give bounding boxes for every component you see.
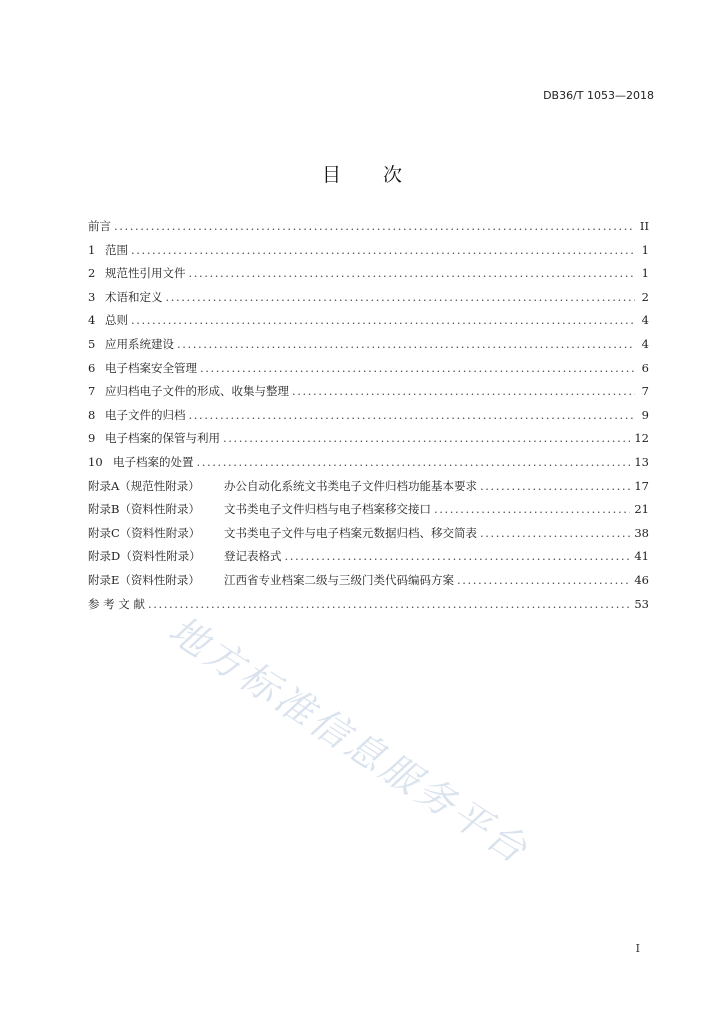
- toc-entry-label: 电子文件的归档: [105, 407, 186, 422]
- toc-annex-prefix: 附录C（资料性附录）: [88, 525, 201, 540]
- toc-entry-number: 6: [88, 360, 96, 375]
- toc-entry-10[interactable]: [88, 454, 649, 478]
- toc-leader-dots: [480, 526, 630, 540]
- toc-entry-label: 电子档案安全管理: [105, 360, 197, 375]
- standard-number: DB36/T 1053—2018: [543, 89, 654, 102]
- toc-entry-label: 电子档案的保管与利用: [105, 431, 220, 446]
- toc-entry-number: 3: [88, 289, 96, 304]
- toc-entry-annex-d[interactable]: [88, 548, 649, 572]
- toc-annex-prefix: 附录D（资料性附录）: [88, 549, 201, 564]
- toc-entry-label: 规范性引用文件: [105, 266, 186, 281]
- toc-entry-7[interactable]: [88, 383, 649, 407]
- toc-entry-page: 12: [634, 431, 649, 446]
- watermark-text: 地方标准信息服务平台: [161, 607, 538, 874]
- toc-title-part1: 目: [321, 164, 341, 186]
- toc-entry-2[interactable]: [88, 265, 649, 289]
- table-of-contents: [88, 218, 649, 619]
- toc-leader-dots: [189, 408, 636, 422]
- toc-entry-label: 范围: [105, 242, 128, 257]
- toc-leader-dots: [200, 361, 635, 375]
- toc-entry-label: 文书类电子文件归档与电子档案移交接口: [224, 502, 431, 517]
- toc-annex-prefix: 附录E（资料性附录）: [88, 572, 200, 587]
- toc-entry-page: 9: [641, 407, 649, 422]
- toc-entry-page: 6: [641, 360, 649, 375]
- footer-page-number: I: [635, 942, 640, 955]
- toc-entry-page: 4: [641, 313, 649, 328]
- toc-annex-prefix: 附录B（资料性附录）: [88, 502, 200, 517]
- toc-entry-page: 53: [634, 596, 649, 611]
- toc-leader-dots: [434, 502, 630, 516]
- toc-leader-dots: [131, 243, 635, 257]
- toc-entry-page: 13: [634, 454, 649, 469]
- toc-entry-page: 38: [634, 525, 649, 540]
- toc-annex-prefix: 附录A（规范性附录）: [88, 478, 200, 493]
- toc-entry-page: 46: [634, 572, 649, 587]
- toc-entry-foreword[interactable]: [88, 218, 649, 242]
- toc-entry-4[interactable]: [88, 312, 649, 336]
- toc-leader-dots: [166, 290, 636, 304]
- toc-entry-label: 电子档案的处置: [113, 454, 194, 469]
- toc-entry-annex-e[interactable]: [88, 572, 649, 596]
- toc-entry-label: 登记表格式: [224, 549, 282, 564]
- toc-entry-6[interactable]: [88, 360, 649, 384]
- toc-entry-page: II: [639, 219, 649, 233]
- toc-entry-page: 2: [641, 289, 649, 304]
- toc-entry-3[interactable]: [88, 289, 649, 313]
- toc-leader-dots: [189, 266, 636, 280]
- toc-entry-annex-a[interactable]: [88, 478, 649, 502]
- toc-entry-number: 2: [88, 266, 96, 281]
- toc-leader-dots: [148, 597, 630, 611]
- toc-entry-page: 21: [634, 502, 649, 517]
- toc-entry-label: 参 考 文 献: [88, 596, 145, 611]
- toc-leader-dots: [285, 549, 631, 563]
- toc-entry-label: 文书类电子文件与电子档案元数据归档、移交简表: [224, 525, 477, 540]
- toc-entry-references[interactable]: [88, 596, 649, 620]
- toc-entry-page: 17: [634, 478, 649, 493]
- toc-entry-number: 9: [88, 431, 96, 446]
- toc-entry-label: 总则: [105, 313, 128, 328]
- toc-entry-number: 8: [88, 407, 96, 422]
- toc-entry-9[interactable]: [88, 430, 649, 454]
- toc-entry-label: 应归档电子文件的形成、收集与整理: [105, 384, 289, 399]
- toc-entry-label: 术语和定义: [105, 289, 163, 304]
- toc-leader-dots: [114, 219, 635, 233]
- toc-leader-dots: [223, 431, 630, 445]
- toc-entry-page: 41: [634, 549, 649, 564]
- toc-title-part2: 次: [383, 164, 403, 186]
- toc-title: [0, 160, 724, 187]
- toc-entry-label: 应用系统建设: [105, 336, 174, 351]
- toc-leader-dots: [197, 455, 631, 469]
- toc-entry-1[interactable]: [88, 242, 649, 266]
- toc-leader-dots: [480, 479, 630, 493]
- toc-leader-dots: [457, 573, 630, 587]
- toc-entry-number: 5: [88, 336, 96, 351]
- toc-entry-page: 7: [641, 384, 649, 399]
- toc-entry-5[interactable]: [88, 336, 649, 360]
- toc-entry-label: 办公自动化系统文书类电子文件归档功能基本要求: [224, 478, 477, 493]
- toc-entry-label: 前言: [88, 219, 111, 233]
- toc-entry-annex-c[interactable]: [88, 525, 649, 549]
- toc-entry-8[interactable]: [88, 407, 649, 431]
- toc-entry-number: 1: [88, 242, 96, 257]
- toc-entry-number: 4: [88, 313, 96, 328]
- toc-leader-dots: [131, 313, 635, 327]
- toc-leader-dots: [177, 337, 635, 351]
- toc-entry-page: 1: [641, 242, 649, 257]
- toc-entry-annex-b[interactable]: [88, 501, 649, 525]
- toc-entry-number: 7: [88, 384, 96, 399]
- toc-leader-dots: [292, 384, 635, 398]
- toc-entry-page: 1: [641, 266, 649, 281]
- toc-entry-number: 10: [88, 454, 103, 469]
- toc-entry-page: 4: [641, 336, 649, 351]
- toc-entry-label: 江西省专业档案二级与三级门类代码编码方案: [224, 572, 454, 587]
